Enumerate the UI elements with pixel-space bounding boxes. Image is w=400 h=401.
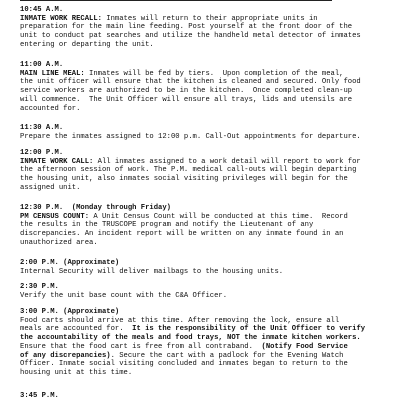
emphasis-text: (Notify Food Service bbox=[261, 342, 348, 351]
body-text: A Unit Census Count will be conducted at this time. Record bbox=[89, 212, 348, 221]
body-text: Verify the unit base count with the C&A Officer. bbox=[20, 291, 228, 300]
entry-line bbox=[20, 343, 382, 352]
body-text: the afternoon session of work. The P.M. medical call-outs will begin departing bbox=[20, 166, 357, 175]
schedule-entry bbox=[20, 392, 382, 401]
body-text: will commence. The Unit Officer will ensure all trays, lids and utensils are bbox=[20, 95, 353, 104]
entry-line bbox=[20, 292, 382, 301]
body-text: assigned unit. bbox=[20, 183, 81, 192]
body-text: Ensure that the food cart is free from all contraband. bbox=[20, 342, 262, 351]
body-text: service workers are authorized to be in the kitchen. Once completed clean-up bbox=[20, 87, 353, 96]
body-text: Internal Security will deliver mailbags to the housing units. bbox=[20, 267, 284, 276]
entry-time: 2:00 P.M. (Approximate) bbox=[20, 259, 120, 267]
entry-line bbox=[20, 96, 382, 105]
schedule-entry bbox=[20, 6, 382, 50]
entry-line bbox=[20, 239, 382, 248]
entry-line bbox=[20, 317, 382, 326]
body-text: Inmates will be fed by tiers. Upon completion of the meal, bbox=[84, 69, 344, 78]
entry-line bbox=[20, 325, 382, 334]
entry-line bbox=[20, 78, 382, 87]
body-text: entering or departing the unit. bbox=[20, 40, 154, 49]
schedule-entry bbox=[20, 283, 382, 300]
entry-line bbox=[20, 352, 382, 361]
schedule-entry bbox=[20, 149, 382, 193]
body-text: Food carts should arrive at this time. After removing the lock, ensure all bbox=[20, 316, 340, 325]
entry-line bbox=[20, 221, 382, 230]
body-text: unit to conduct pat searches and utilize the handheld metal detector of inmates bbox=[20, 32, 361, 41]
schedule-entry bbox=[20, 259, 382, 276]
entry-line bbox=[20, 230, 382, 239]
entry-line bbox=[20, 369, 382, 378]
entry-time: 11:00 A.M. bbox=[20, 61, 64, 69]
entry-time: 12:00 P.M. bbox=[20, 149, 64, 157]
entry-line bbox=[20, 133, 382, 142]
entry-line bbox=[20, 15, 382, 24]
entry-time: 10:45 A.M. bbox=[20, 6, 64, 14]
body-text: accounted for. bbox=[20, 104, 81, 113]
entry-line bbox=[20, 213, 382, 222]
schedule-entry bbox=[20, 124, 382, 141]
entry-time: 12:30 P.M. (Monday through Friday) bbox=[20, 204, 171, 212]
entry-line bbox=[20, 41, 382, 50]
entry-line bbox=[20, 87, 382, 96]
entry-line bbox=[20, 184, 382, 193]
body-text: the results in the TRUSCOPE program and notify the Lieutenant of any bbox=[20, 221, 314, 230]
entry-line bbox=[20, 70, 382, 79]
entry-time: 2:30 P.M. bbox=[20, 283, 59, 291]
body-text: housing unit at this time. bbox=[20, 368, 133, 377]
entry-heading: INMATE WORK CALL: bbox=[20, 157, 94, 166]
entry-line bbox=[20, 32, 382, 41]
schedule-entry bbox=[20, 204, 382, 248]
schedule-entry bbox=[20, 61, 382, 113]
body-text: preparation for the main line feeding. Post yourself at the front door of the bbox=[20, 23, 353, 32]
schedule-entry bbox=[20, 308, 382, 378]
entry-line bbox=[20, 105, 382, 114]
emphasis-text: It is the responsibility of the Unit Officer to verify bbox=[132, 325, 366, 334]
entry-heading: INMATE WORK RECALL: bbox=[20, 14, 102, 23]
body-text: unauthorized area. bbox=[20, 238, 98, 247]
body-text: Officer. Inmate social visiting concluded and inmates began to return to the bbox=[20, 360, 348, 369]
entry-line bbox=[20, 268, 382, 277]
entry-time: 3:45 P.M. bbox=[20, 392, 59, 400]
entry-line bbox=[20, 23, 382, 32]
entry-line bbox=[20, 166, 382, 175]
entry-heading: MAIN LINE MEAL: bbox=[20, 69, 85, 78]
entry-line bbox=[20, 360, 382, 369]
body-text: All inmates assigned to a work detail will report to work for bbox=[93, 157, 361, 166]
entry-time: 11:30 A.M. bbox=[20, 124, 64, 132]
entry-time: 3:00 P.M. (Approximate) bbox=[20, 308, 120, 316]
body-text: meals are accounted for. bbox=[20, 325, 133, 334]
emphasis-text: the accountability of the meals and food trays, NOT the inmate kitchen workers. bbox=[20, 334, 361, 343]
body-text: Prepare the inmates assigned to 12:00 p.m. Call-Out appointments for departure. bbox=[20, 132, 361, 141]
body-text: the housing unit, also inmates social visiting privileges will begin for the bbox=[20, 175, 348, 184]
entry-heading: PM CENSUS COUNT: bbox=[20, 212, 90, 221]
body-text: Inmates will return to their appropriate units in bbox=[101, 14, 318, 23]
body-text: discrepancies. An incident report will be written on any inmate found in an bbox=[20, 230, 344, 239]
emphasis-text: of any discrepancies) bbox=[20, 351, 111, 360]
entry-line bbox=[20, 158, 382, 167]
entry-line bbox=[20, 175, 382, 184]
top-rule bbox=[20, 0, 332, 1]
entry-line bbox=[20, 334, 382, 343]
body-text: . Secure the cart with a padlock for the Evening Watch bbox=[110, 351, 344, 360]
body-text: the unit officer will ensure that the kitchen is cleaned and secured. Only food bbox=[20, 78, 361, 87]
